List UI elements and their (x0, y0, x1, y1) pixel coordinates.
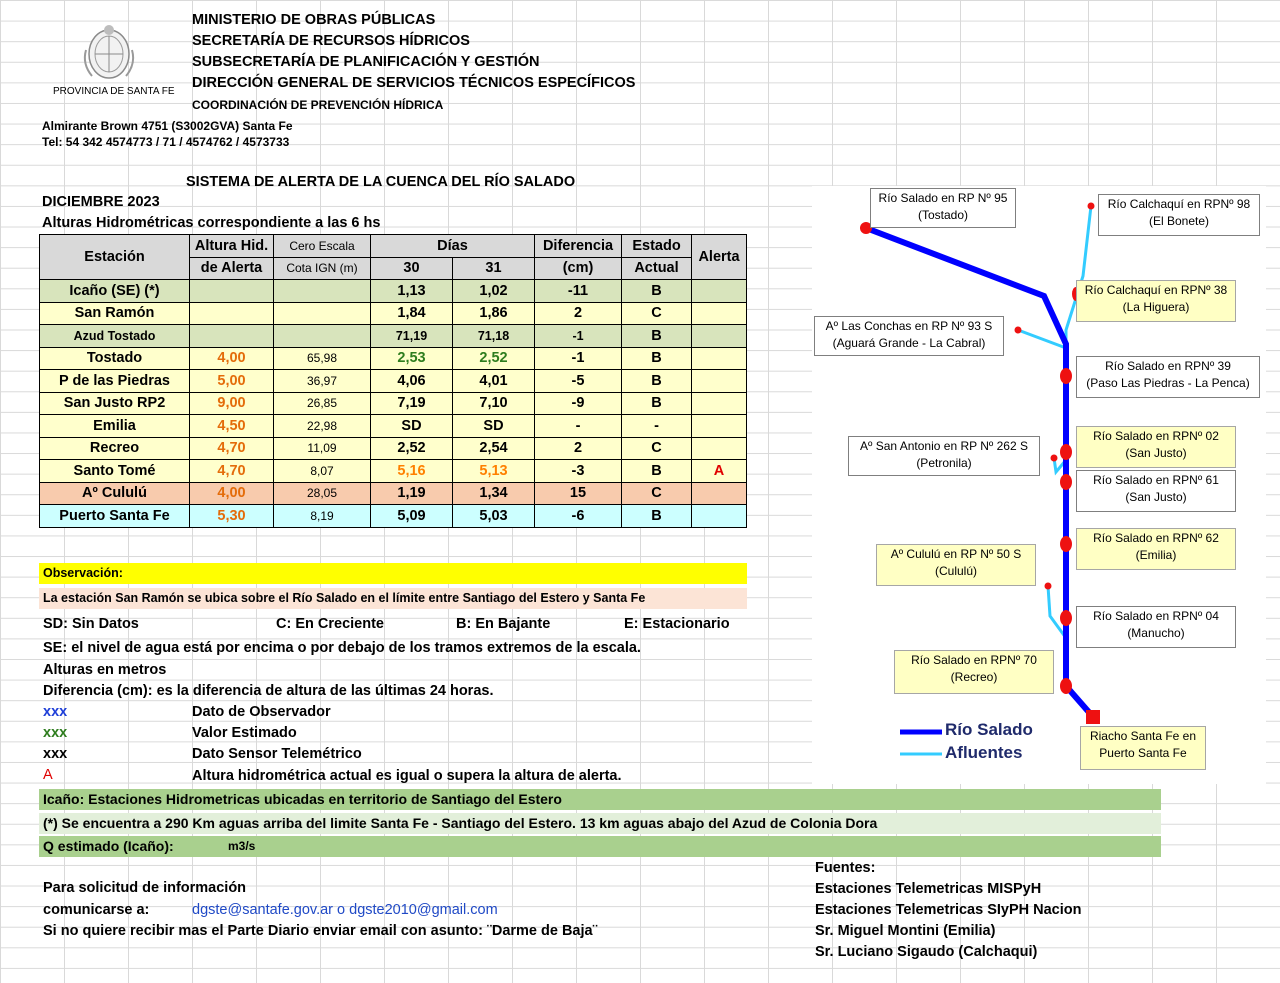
legend-e: E: Estacionario (624, 616, 730, 632)
station-name: Recreo (40, 437, 190, 460)
state: B (622, 280, 692, 303)
zero-level: 36,97 (274, 370, 371, 393)
station-name: San Justo RP2 (40, 392, 190, 415)
height-31: 1,34 (453, 482, 535, 505)
height-31: 4,01 (453, 370, 535, 393)
legend-code-estimated: xxx (43, 725, 68, 741)
col-state-2: Actual (622, 257, 692, 280)
label-line: Río Salado en RPNº 61 (1093, 473, 1219, 487)
legend-b: B: En Bajante (456, 616, 551, 632)
state: B (622, 347, 692, 370)
legend-text-observer: Dato de Observador (192, 704, 331, 720)
hydrometric-table (39, 234, 747, 528)
col-alert-height: Altura Hid. (190, 235, 274, 258)
station-marker (1060, 444, 1072, 460)
state: B (622, 370, 692, 393)
col-station: Estación (40, 235, 190, 280)
label-line: (La Higuera) (1122, 300, 1190, 314)
alert-flag (692, 325, 747, 348)
address: Almirante Brown 4751 (S3002GVA) Santa Fe (42, 119, 293, 133)
station-label-cululu (876, 544, 1036, 586)
label-line: (Manucho) (1127, 626, 1185, 640)
label-line: Río Salado en RPNº 02 (1093, 429, 1219, 443)
zero-level: 8,19 (274, 505, 371, 528)
zero-level: 65,98 (274, 347, 371, 370)
state: B (622, 460, 692, 483)
station-name: Azud Tostado (40, 325, 190, 348)
station-label-san-justo-61 (1076, 470, 1236, 512)
contact-email-link[interactable]: dgste@santafe.gov.ar o dgste2010@gmail.com (192, 902, 498, 918)
table-row (40, 302, 747, 325)
station-marker (1060, 474, 1072, 490)
difference: - (535, 415, 622, 438)
alert-flag (692, 505, 747, 528)
height-30: 1,13 (371, 280, 453, 303)
sources-title: Fuentes: (815, 860, 876, 876)
difference: 2 (535, 437, 622, 460)
table-row (40, 280, 747, 303)
label-line: (San Justo) (1125, 490, 1187, 504)
station-marker (1088, 203, 1095, 210)
alert-flag (692, 302, 747, 325)
report-title: SISTEMA DE ALERTA DE LA CUENCA DEL RÍO SALADO (186, 174, 576, 190)
difference: 2 (535, 302, 622, 325)
label-line: (Petronila) (916, 456, 972, 470)
station-label-puerto-santa-fe (1080, 726, 1206, 770)
station-name: Tostado (40, 347, 190, 370)
legend-text-alert: Altura hidrométrica actual es igual o supera la altura de alerta. (192, 768, 622, 784)
table-row (40, 392, 747, 415)
station-marker (1045, 583, 1052, 590)
station-marker (1060, 368, 1072, 384)
alert-height: 4,70 (190, 460, 274, 483)
station-label-paso-las-piedras (1076, 356, 1260, 398)
label-line: Río Salado en RP Nº 95 (878, 191, 1008, 205)
label-line: Puerto Santa Fe (1099, 746, 1187, 760)
difference: -5 (535, 370, 622, 393)
height-30: 71,19 (371, 325, 453, 348)
difference: -3 (535, 460, 622, 483)
col-zero: Cero Escala (274, 235, 371, 258)
station-label-san-justo-02 (1076, 426, 1236, 468)
col-days: Días (371, 235, 535, 258)
state: C (622, 437, 692, 460)
station-label-manucho (1076, 606, 1236, 648)
coat-of-arms-icon (78, 20, 140, 84)
station-name: Emilia (40, 415, 190, 438)
station-label-emilia (1076, 528, 1236, 570)
alert-height: 4,00 (190, 347, 274, 370)
river-map (812, 186, 1266, 784)
alert-height: 5,30 (190, 505, 274, 528)
state: B (622, 505, 692, 528)
station-label-la-higuera (1076, 280, 1236, 322)
alert-flag (692, 280, 747, 303)
alert-flag (692, 392, 747, 415)
table-row (40, 505, 747, 528)
station-label-el-bonete (1098, 194, 1260, 236)
difference: 15 (535, 482, 622, 505)
label-line: Aº Cululú en RP Nº 50 S (890, 547, 1022, 561)
height-31: 2,54 (453, 437, 535, 460)
secretariat-line: SECRETARÍA DE RECURSOS HÍDRICOS (192, 33, 470, 49)
label-line: (Tostado) (917, 208, 969, 222)
legend-trib-label: Afluentes (945, 743, 1023, 762)
station-label-petronila (848, 436, 1040, 476)
state: C (622, 482, 692, 505)
star-note: (*) Se encuentra a 290 Km aguas arriba del limite Santa Fe - Santiago del Estero. 13 km aguas abajo del Azud de Colonia Dora (39, 813, 1161, 834)
alert-height: 4,00 (190, 482, 274, 505)
ministry-line: MINISTERIO DE OBRAS PÚBLICAS (192, 12, 436, 28)
label-line: (Cululú) (934, 564, 977, 578)
height-31: 7,10 (453, 392, 535, 415)
q-unit: m3/s (228, 839, 256, 853)
col-alert-height-2: de Alerta (190, 257, 274, 280)
height-30: 5,09 (371, 505, 453, 528)
note-se: SE: el nivel de agua está por encima o por debajo de los tramos extremos de la escala. (43, 640, 641, 656)
height-30: 2,53 (371, 347, 453, 370)
legend-code-observer: xxx (43, 704, 68, 720)
label-line: Río Calchaquí en RPNº 98 (1107, 197, 1251, 211)
difference: -1 (535, 347, 622, 370)
height-31: 5,13 (453, 460, 535, 483)
label-line: Aº San Antonio en RP Nº 262 S (860, 439, 1028, 453)
alert-height (190, 280, 274, 303)
phone: Tel: 54 342 4574773 / 71 / 4574762 / 4573733 (42, 135, 290, 149)
difference: -6 (535, 505, 622, 528)
station-label-aguara-grande (814, 316, 1004, 356)
table-row (40, 415, 747, 438)
station-name: Puerto Santa Fe (40, 505, 190, 528)
zero-level: 28,05 (274, 482, 371, 505)
height-30: 4,06 (371, 370, 453, 393)
height-31: 71,18 (453, 325, 535, 348)
alert-height: 5,00 (190, 370, 274, 393)
state: B (622, 325, 692, 348)
label-line: Río Calchaquí en RPNº 38 (1084, 283, 1228, 297)
table-row (40, 482, 747, 505)
label-line: (San Justo) (1125, 446, 1187, 460)
q-label: Q estimado (Icaño): (43, 838, 174, 854)
alert-flag (692, 347, 747, 370)
zero-level: 22,98 (274, 415, 371, 438)
source-item: Estaciones Telemetricas MISPyH (815, 881, 1042, 897)
unsubscribe-note: Si no quiere recibir mas el Parte Diario enviar email con asunto: ¨Darme de Baja¨ (43, 923, 598, 939)
height-31: 5,03 (453, 505, 535, 528)
icano-note: Icaño: Estaciones Hidrometricas ubicadas en territorio de Santiago del Estero (39, 789, 1161, 810)
height-31: SD (453, 415, 535, 438)
label-line: Riacho Santa Fe en (1089, 729, 1197, 743)
table-row (40, 437, 747, 460)
alert-flag (692, 437, 747, 460)
source-item: Estaciones Telemetricas SIyPH Nacion (815, 902, 1082, 918)
alert-height: 9,00 (190, 392, 274, 415)
source-item: Sr. Luciano Sigaudo (Calchaqui) (815, 944, 1038, 960)
table-row (40, 347, 747, 370)
note-meters: Alturas en metros (43, 662, 167, 678)
observation-label: Observación: (39, 563, 747, 584)
legend-main-label: Río Salado (945, 720, 1033, 739)
zero-level (274, 302, 371, 325)
label-line: (Paso Las Piedras - La Penca) (1086, 376, 1250, 390)
height-30: SD (371, 415, 453, 438)
subsecretariat-line: SUBSECRETARÍA DE PLANIFICACIÓN Y GESTIÓN (192, 54, 540, 70)
height-31: 1,86 (453, 302, 535, 325)
note-diff: Diferencia (cm): es la diferencia de altura de las últimas 24 horas. (43, 683, 494, 699)
station-label-tostado (870, 188, 1016, 228)
tributary-calchaqui (1066, 206, 1091, 348)
station-name: P de las Piedras (40, 370, 190, 393)
col-alert: Alerta (692, 235, 747, 280)
zero-level: 26,85 (274, 392, 371, 415)
state: B (622, 392, 692, 415)
alert-flag (692, 370, 747, 393)
q-estimate (39, 836, 1161, 857)
report-month: DICIEMBRE 2023 (42, 194, 160, 210)
label-line: (Emilia) (1135, 548, 1177, 562)
zero-level: 11,09 (274, 437, 371, 460)
legend-sd: SD: Sin Datos (43, 616, 139, 632)
logo-caption: PROVINCIA DE SANTA FE (53, 86, 175, 97)
legend-code-alert: A (43, 767, 53, 783)
height-31: 2,52 (453, 347, 535, 370)
difference: -1 (535, 325, 622, 348)
coordination-line: COORDINACIÓN DE PREVENCIÓN HÍDRICA (192, 98, 444, 112)
station-marker (1060, 678, 1072, 694)
station-marker (1060, 536, 1072, 552)
table-row (40, 325, 747, 348)
state: - (622, 415, 692, 438)
state: C (622, 302, 692, 325)
contact-line-1: Para solicitud de información (43, 880, 247, 896)
alert-flag (692, 482, 747, 505)
table-row (40, 460, 747, 483)
station-marker (1060, 610, 1072, 626)
zero-level (274, 325, 371, 348)
label-line: (El Bonete) (1148, 214, 1210, 228)
col-zero-2: Cota IGN (m) (274, 257, 371, 280)
logo (78, 20, 140, 84)
label-line: Río Salado en RPNº 39 (1105, 359, 1231, 373)
alert-height (190, 325, 274, 348)
col-day-31: 31 (453, 257, 535, 280)
label-line: Aº Las Conchas en RP Nº 93 S (825, 319, 993, 333)
station-marker (1086, 710, 1100, 724)
station-marker (1051, 455, 1058, 462)
col-diff-2: (cm) (535, 257, 622, 280)
station-name: Santo Tomé (40, 460, 190, 483)
alert-height: 4,70 (190, 437, 274, 460)
table-row (40, 370, 747, 393)
alert-flag (692, 415, 747, 438)
col-state: Estado (622, 235, 692, 258)
legend-c: C: En Creciente (276, 616, 384, 632)
col-diff: Diferencia (535, 235, 622, 258)
height-30: 1,84 (371, 302, 453, 325)
contact-line-2: comunicarse a: (43, 902, 150, 918)
height-30: 5,16 (371, 460, 453, 483)
height-30: 1,19 (371, 482, 453, 505)
zero-level: 8,07 (274, 460, 371, 483)
station-name: San Ramón (40, 302, 190, 325)
height-30: 7,19 (371, 392, 453, 415)
difference: -11 (535, 280, 622, 303)
legend-text-estimated: Valor Estimado (192, 725, 297, 741)
label-line: Río Salado en RPNº 62 (1093, 531, 1219, 545)
report-subtitle: Alturas Hidrométricas correspondiente a las 6 hs (42, 215, 381, 231)
source-item: Sr. Miguel Montini (Emilia) (815, 923, 996, 939)
station-name: Aº Cululú (40, 482, 190, 505)
legend-text-telemetric: Dato Sensor Telemétrico (192, 746, 362, 762)
height-30: 2,52 (371, 437, 453, 460)
zero-level (274, 280, 371, 303)
observation-text: La estación San Ramón se ubica sobre el Río Salado en el límite entre Santiago del Estero y Santa Fe (39, 588, 747, 609)
station-name: Icaño (SE) (*) (40, 280, 190, 303)
difference: -9 (535, 392, 622, 415)
alert-height (190, 302, 274, 325)
label-line: (Aguará Grande - La Cabral) (832, 336, 986, 350)
label-line: (Recreo) (950, 670, 998, 684)
directorate-line: DIRECCIÓN GENERAL DE SERVICIOS TÉCNICOS ESPECÍFICOS (192, 75, 636, 91)
station-label-recreo (894, 650, 1054, 694)
height-31: 1,02 (453, 280, 535, 303)
label-line: Río Salado en RPNº 70 (911, 653, 1037, 667)
alert-flag: A (692, 460, 747, 483)
legend-code-telemetric: xxx (43, 746, 68, 762)
alert-height: 4,50 (190, 415, 274, 438)
station-marker (1015, 327, 1022, 334)
col-day-30: 30 (371, 257, 453, 280)
label-line: Río Salado en RPNº 04 (1093, 609, 1219, 623)
